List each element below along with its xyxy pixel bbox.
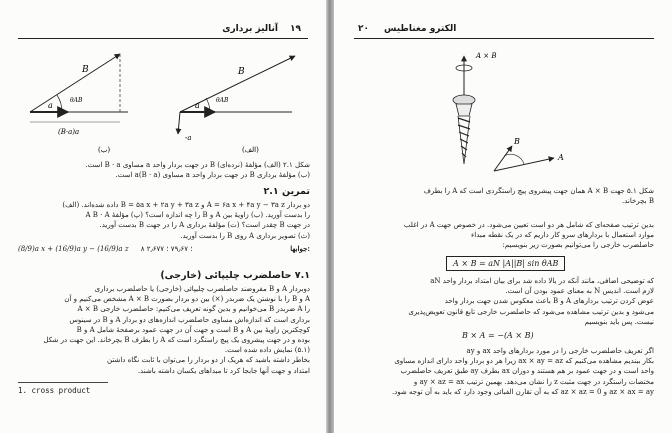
exercise-line: را بدست آورید. (ب) زاویهٔ بین A و B را چه اندازه است؟ (پ) مؤلفهٔ A B · A [85,211,310,220]
caption-line: شکل ۲.۱ (الف) مؤلفهٔ (نرده‌ای) B در جهت بردار واحد a مساوی B · a است. [85,161,310,169]
right-caption [354,186,654,206]
label-b-2: B [238,67,245,77]
body-line: مختصات راستگرد در جهت مثبت z را نشان می‌دهد. بهمین ترتیب ay × az = ax و [413,377,654,386]
body-line: واحد است و در جهت عمود بر هم هستند و دوران ax بطرف ay طبق تعریف حاصلضرب [400,367,654,376]
label-projection: (B·a)a [58,128,80,136]
section-line: امتداد و جهت آنها جابجا کرد تا مبداهای یکسان داشته باشند. [137,366,310,375]
vector-label-axb: A × B [476,52,497,60]
section-line: بوده و در جهت پیشروی یک پیچ راستگرد است که A را بطرف B بچرخاند. این جهت در شکل [43,336,310,345]
section-line: کوچکترین زاویهٔ بین A و B است و جهت آن در جهت عمود برصفحهٔ شامل A و B [76,325,310,334]
body-line: که توضیحی اضافی، مانند آنکه در بالا داده شد برای بیان امتداد بردار واحد aN [430,277,654,285]
body-line: حاصلضرب خارجی را می‌توانیم بصورت زیر بنویسیم: [502,241,654,250]
body-line: az × ax = ay و az × az = 0 که به آن تقارن الفبائی وجود دارد که باید به آن توجه شود. [391,387,654,396]
section-line: دوبردار A و B مفروضند حاصلضرب چلیپائی (خارجی) یا حاصلضرب برداری [94,285,310,293]
figure-panel-a [30,54,128,136]
header-rule [18,38,308,39]
section-text [18,284,310,376]
label-theta: θAB [70,97,83,104]
body-line: نیست. پس باید بنویسیم [584,317,654,326]
screw-drawing [453,56,475,164]
body-line: بدین ترتیب صفحه‌ای که شامل هر دو است تعیین می‌شود. در خصوص جهت A در اغلب [403,221,654,229]
exercise-line: در جهت B چقدر است؟ (ت) مؤلفهٔ برداری A را در جهت B بدست آورید. [99,221,310,230]
caption-line: B بچرخاند. [621,197,654,206]
right-body-3 [354,346,654,397]
right-body-2 [354,276,654,327]
screw-figure [354,46,654,186]
caption-line: شکل ۵.۱ جهت A × B همان جهت پیشروی پیچ راستگردی است که A را بطرف [423,187,654,195]
section-line: A و B را با نوشتن یک ضربدر (×) بین دو بردار بصورت A × B مشخص می‌کنیم و آن [64,295,310,304]
right-header-title: الکترو مغناطیس [384,24,457,34]
right-page-number: ۲۰ [358,24,369,34]
exercise-line: (ث) تصویر برداری A روی B را بدست آورید. [180,231,310,240]
answer-values: ۸ ؛ ۷۹٫۶۷ ؛ ۲٫۶۷۷ [140,245,193,253]
vector-label-b: B [514,137,520,146]
footnote: 1. cross product [18,386,91,395]
label-a: a [48,101,53,110]
anticommutative-equation: B × A = −(A × B) [462,331,534,340]
label-neg-a: -a [185,134,192,142]
answer-label: جوابها: [290,244,310,253]
left-page [0,0,328,433]
section-line: را A ضربدر B می‌خوانیم و بدین گونه تعریف می‌کنیم: حاصلضرب خارجی A × B [77,305,310,314]
cross-product-equation: A × B = aN |A||B| sin θAB [446,256,565,271]
exercise-heading: تمرین ۲.۱ [263,186,310,197]
figure-panel-b [178,56,295,142]
left-page-number: ۱۹ [290,24,301,34]
header-rule-right [354,38,654,39]
cross-product-vectors [475,52,564,171]
section-line: (۵.۱) نمایش داده شده است. [224,346,310,355]
right-page [334,0,672,433]
label-theta-2: θAB [216,97,229,104]
section-line: بخاطر داشته باشید که هریک از دو بردار را می‌توان با ثابت نگاه داشتن [107,356,310,365]
body-line: بکار ببندیم مشاهده می‌کنیم که ax × ay = az زیرا هر دو بردار واحد دارای اندازه مساوی [394,357,654,366]
label-a-2: a [195,101,200,110]
body-line: می‌شود و بدین ترتیب مشاهده می‌شود که حاصلضرب خارجی تابع قانون تعویض‌پذیری [408,307,654,316]
label-b: B [82,65,89,75]
exercise-text [18,200,310,241]
left-header-title: آنالیز برداری [222,24,278,34]
vector-label-a: A [558,153,564,162]
answer-vector: (8/9)a x + (16/9)a y − (16/9)a z [18,245,129,253]
body-line: موارد استعمال با بردارهای سرو کار داریم که در یک نقطه مبداء [470,231,654,240]
left-caption [18,160,310,180]
exercise-line: دو بردار A = ۶a x + ۴a y − ۳a z و B = ۵a x + ۲a y + ۳a z داده شده‌اند. (الف) [62,201,310,209]
projection-figure [10,44,320,159]
section-heading: ۷.۱ حاصلضرب چلیپائی (خارجی) [160,270,310,281]
body-line: اگر تعریف حاصلضرب خارجی را در مورد بردارهای واحد ax و ay [466,347,654,355]
section-line: برداری است که اندازه‌اش مساوی حاصلضرب اندازه‌های دو بردار A و B در سینوس [69,315,310,324]
answers-row [18,244,310,254]
right-body-1 [354,220,654,251]
footnote-rule [18,382,108,383]
panel-b-label: (ب) [98,146,111,154]
caption-line: (ب) مؤلفهٔ برداری B در جهت بردار واحد a مساوی a(B · a) است. [115,171,310,180]
panel-a-label: (الف) [242,146,259,154]
body-line: عوض کردن ترتیب بردارهای A و B باعث معکوس شدن جهت بردار واحد [444,297,654,306]
book-gutter [326,0,334,433]
body-line: لازم است. اندیس N به معنای عمود بودن آن است. [505,287,654,296]
